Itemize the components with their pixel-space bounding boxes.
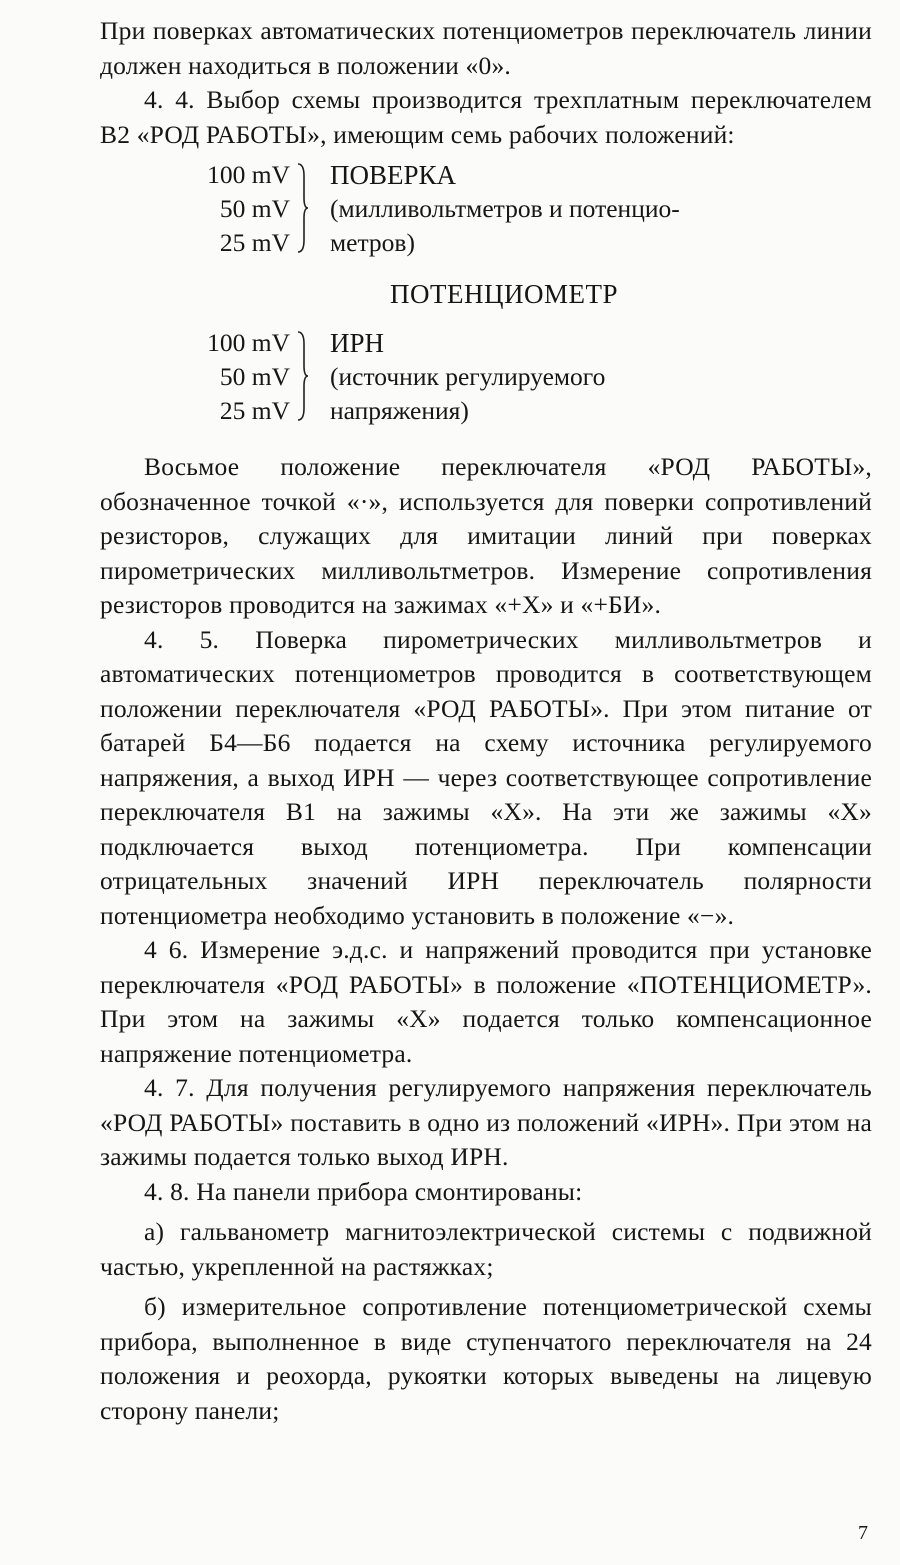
mode-value: 25 mV: [219, 396, 290, 425]
brace-icon: [296, 330, 308, 422]
mode-desc-line: напряжения): [330, 396, 469, 425]
mode-desc-line: метров): [330, 228, 415, 257]
paragraph-4-4: 4. 4. Выбор схемы производится трехплатным переключателем В2 «РОД РАБОТЫ», имеющим семь рабочих положений:: [100, 85, 872, 149]
mode-name: ИРН: [330, 328, 385, 358]
paragraph-intro: При поверках автоматических потенциометров переключатель линии должен находиться в положении «0».: [100, 16, 872, 80]
list-item-a: а) гальванометр магнитоэлектрической системы с подвижной частью, укрепленной на растяжках;: [100, 1217, 872, 1281]
paragraph-4-5: 4. 5. Поверка пирометрических милливольтметров и автоматических потенциометров проводится в соответствующем положении переключателя «РОД РАБОТЫ». При этом питание от батарей Б4—Б6 подается на схему источника регулируемого напряжения, а выход ИРН — через соответствующее сопротивление переключателя В1 на зажимы «Х». На эти же зажимы «Х» подключается выход потенциометра. При компенсации отрицательных значений ИРН переключатель полярности потенциометра необходимо установить в положение «−».: [100, 624, 872, 930]
mode-value: 100 mV: [207, 328, 290, 357]
paragraph-4-7: 4. 7. Для получения регулируемого напряжения переключатель «РОД РАБОТЫ» поставить в одно из положений «ИРН». При этом на зажимы подается только выход ИРН.: [100, 1073, 872, 1171]
mode-value: 50 mV: [219, 362, 290, 391]
mode-description: [330, 158, 680, 260]
paragraph-4-6: 4 6. Измерение э.д.с. и напряжений проводится при установке переключателя «РОД РАБОТЫ» в положение «ПОТЕНЦИОМЕТР». При этом на зажимы «Х» подается только компенсационное напряжение потенциометра.: [100, 935, 872, 1068]
paragraph-4-8: 4. 8. На панели прибора смонтированы:: [144, 1176, 583, 1206]
mode-value: 100 mV: [207, 160, 290, 189]
mode-desc-line: (милливольтметров и потенцио-: [330, 194, 680, 223]
list-item-b: б) измерительное сопротивление потенциометрической схемы прибора, выполненное в виде ступенчатого переключателя на 24 положения и реохорда, рукоятки которых выведены на лицевую сторону панели;: [100, 1292, 872, 1425]
mode-desc-line: (источник регулируемого: [330, 362, 606, 391]
mode-name: ПОВЕРКА: [330, 160, 457, 190]
mode-values: [180, 326, 290, 428]
mode-description: [330, 326, 605, 428]
mode-values: [180, 158, 290, 260]
page-number: 7: [858, 1522, 868, 1544]
brace-icon: [296, 162, 308, 254]
mode-group-irn: [100, 326, 872, 426]
mode-group-poverka: [100, 158, 872, 258]
paragraph-eighth-position: Восьмое положение переключателя «РОД РАБОТЫ», обозначенное точкой «·», используется для поверки сопротивлений резисторов, служащих для имитации линий при поверках пирометрических милливольтметров. Измерение сопротивления резисторов проводится на зажимах «+Х» и «+БИ».: [100, 452, 872, 619]
mode-value: 25 mV: [219, 228, 290, 257]
section-title: ПОТЕНЦИОМЕТР: [390, 279, 618, 309]
mode-value: 50 mV: [219, 194, 290, 223]
